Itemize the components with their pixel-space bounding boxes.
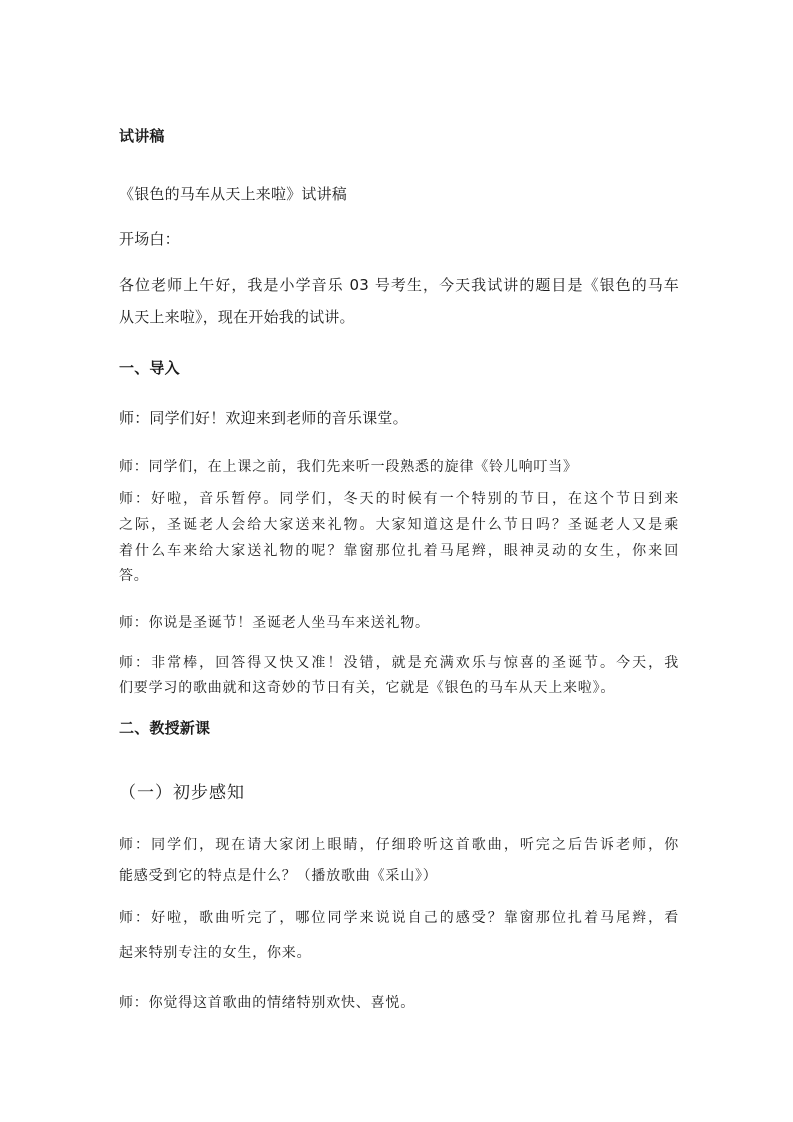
section-2-paragraph-3: 师：你觉得这首歌曲的情绪特别欢快、喜悦。 [119,995,415,1011]
opening-label: 开场白： [119,230,180,248]
opening-paragraph-line-1: 各位老师上午好，我是小学音乐 03 号考生，今天我试讲的题目是《银色的马车 [119,276,679,294]
section-2-paragraph-2-line-1: 师：好啦，歌曲听完了，哪位同学来说说自己的感受？靠窗那位扎着马尾辫，看 [119,910,679,926]
section-2-paragraph-1-line-1: 师：同学们，现在请大家闭上眼睛，仔细聆听这首歌曲，听完之后告诉老师，你 [119,837,679,853]
section-1-paragraph-3-line-3: 着什么车来给大家送礼物的呢？靠窗那位扎着马尾辫，眼神灵动的女生，你来回 [119,543,679,559]
opening-paragraph-line-2: 从天上来啦》，现在开始我的试讲。 [119,308,355,326]
document-heading: 试讲稿 [119,127,165,145]
lecture-subtitle: 《银色的马车从天上来啦》试讲稿 [119,185,348,203]
section-1-paragraph-2: 师：同学们，在上课之前，我们先来听一段熟悉的旋律《铃儿响叮当》 [119,459,578,475]
section-2-title: 二、教授新课 [119,719,211,737]
section-1-paragraph-5-line-2: 们要学习的歌曲就和这奇妙的节日有关，它就是《银色的马车从天上来啦》。 [119,680,616,696]
section-2-paragraph-1-line-2: 能感受到它的特点是什么？（播放歌曲《采山》） [119,868,438,884]
section-1-paragraph-1: 师：同学们好！欢迎来到老师的音乐课堂。 [119,409,408,427]
section-1-title: 一、导入 [119,359,180,377]
section-1-paragraph-3-line-2: 之际，圣诞老人会给大家送来礼物。大家知道这是什么节日吗？圣诞老人又是乘 [119,517,679,533]
section-1-paragraph-3-line-4: 答。 [119,568,149,584]
section-1-paragraph-5-line-1: 师：非常棒，回答得又快又准！没错，就是充满欢乐与惊喜的圣诞节。今天，我 [119,655,679,671]
section-1-paragraph-3-line-1: 师：好啦，音乐暂停。同学们，冬天的时候有一个特别的节日，在这个节日到来 [119,491,679,507]
section-1-paragraph-4: 师：你说是圣诞节！圣诞老人坐马车来送礼物。 [119,615,430,631]
subsection-1-title: （一）初步感知 [119,783,245,803]
section-2-paragraph-2-line-2: 起来特别专注的女生，你来。 [119,945,312,961]
